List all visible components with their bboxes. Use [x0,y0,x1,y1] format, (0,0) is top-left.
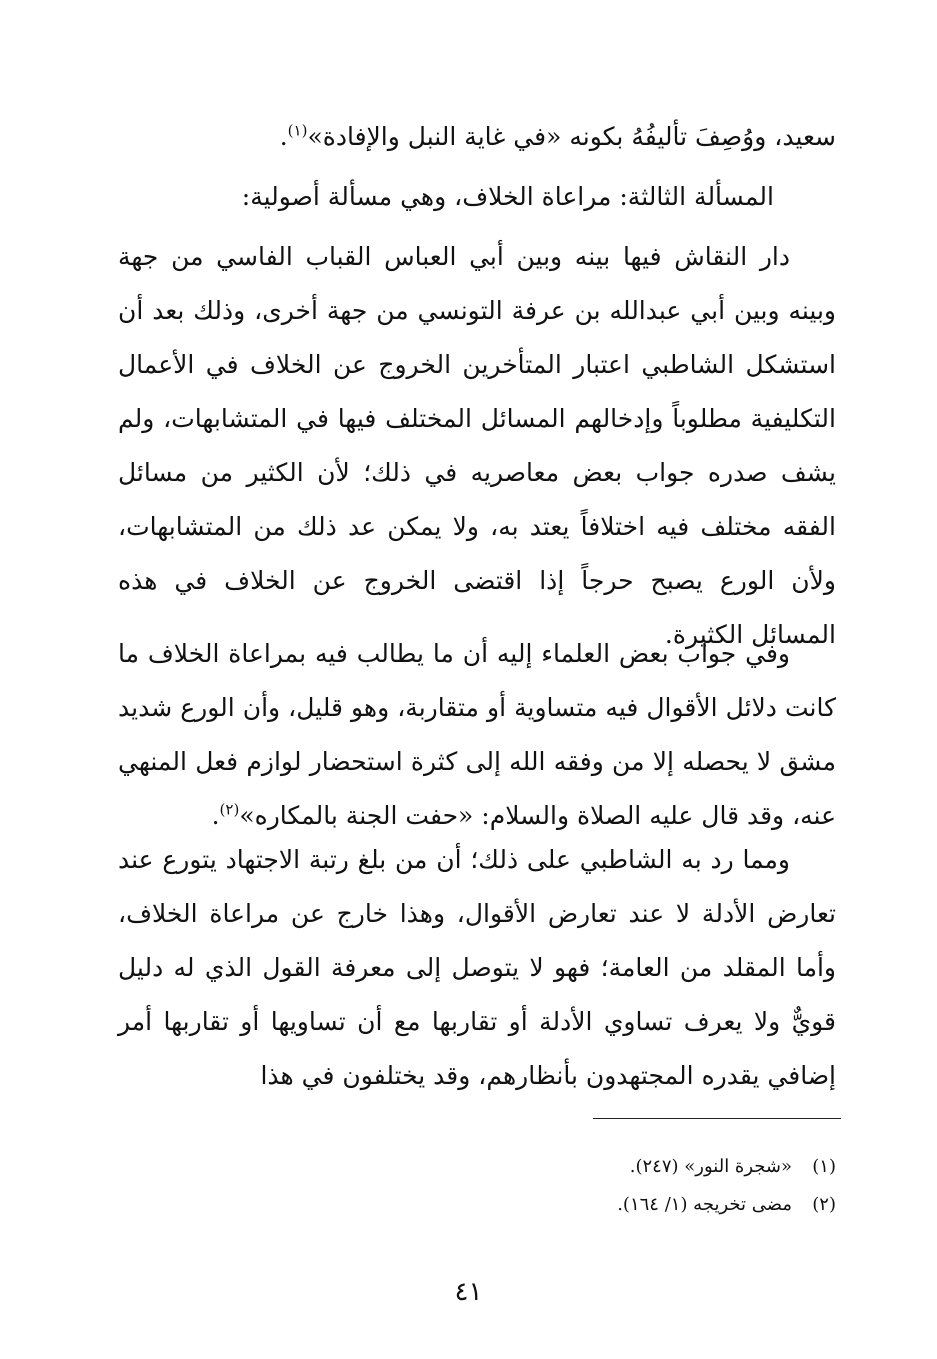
footnotes [617,1148,836,1224]
paragraph-1-block [118,230,836,662]
paragraph-3: ومما رد به الشاطبي على ذلك؛ أن من بلغ رتبة الاجتهاد يتورع عند تعارض الأدلة لا عند تعارض الأقوال، وهذا خارج عن مراعاة الخلاف، وأما المقلد من العامة؛ فهو لا يتوصل إلى معرفة القول الذي له دليل قويٌّ ولا يعرف تساوي الأدلة أو تقاربها مع أن تساويها أو تقاربها أمر إضافي يقدره المجتهدون بأنظارهم، وقد يختلفون في هذا [118,845,836,1090]
page-number: ٤١ [454,1277,483,1307]
paragraph-2-block [118,627,836,843]
footnote-1 [617,1148,836,1186]
paragraph-3-block [118,833,836,1103]
footnote-ref-2: (٢) [219,800,240,819]
section-heading: المسألة الثالثة: مراعاة الخلاف، وهي مسألة أصولية: [241,182,774,211]
intro-text: سعيد، ووُصِفَ تأليفُهُ بكونه «في غاية النبل والإفادة» [307,122,836,151]
paragraph-1: دار النقاش فيها بينه وبين أبي العباس القباب الفاسي من جهة وبينه وبين أبي عبدالله بن عرفة التونسي من جهة أخرى، وذلك بعد أن استشكل الشاطبي اعتبار المتأخرين الخروج عن الخلاف في الأعمال التكليفية مطلوباً وإدخالهم المسائل المختلف فيها في المتشابهات، ولم يشف صدره جواب بعض معاصريه في ذلك؛ لأن الكثير من مسائل الفقه مختلف فيه اختلافاً يعتد به، ولا يمكن عد ذلك من المتشابهات، ولأن الورع يصبح حرجاً إذا اقتضى الخروج عن الخلاف في هذه المسائل الكثيرة. [118,242,836,649]
paragraph-2-end: . [211,801,220,830]
paragraph-2 [118,627,836,843]
footnote-2-number: (٢) [812,1194,836,1215]
intro-line [280,110,836,164]
footnote-1-text: «شجرة النور» (٢٤٧). [629,1156,792,1177]
footnote-2 [617,1186,836,1224]
paragraph-2-text: وفي جواب بعض العلماء إليه أن ما يطالب فيه بمراعاة الخلاف ما كانت دلائل الأقوال فيه متساوية أو متقاربة، وهو قليل، وأن الورع شديد مشق لا يحصله إلا من وفقه الله إلى كثرة استحضار لوازم فعل المنهي عنه، وقد قال عليه الصلاة والسلام: «حفت الجنة بالمكاره» [118,639,836,830]
footnote-2-text: مضى تخريجه (١/ ١٦٤). [617,1194,792,1215]
footnote-divider [593,1118,841,1119]
intro-end: . [279,122,288,151]
footnote-1-number: (١) [812,1156,836,1177]
footnote-ref-1: (١) [287,121,308,140]
